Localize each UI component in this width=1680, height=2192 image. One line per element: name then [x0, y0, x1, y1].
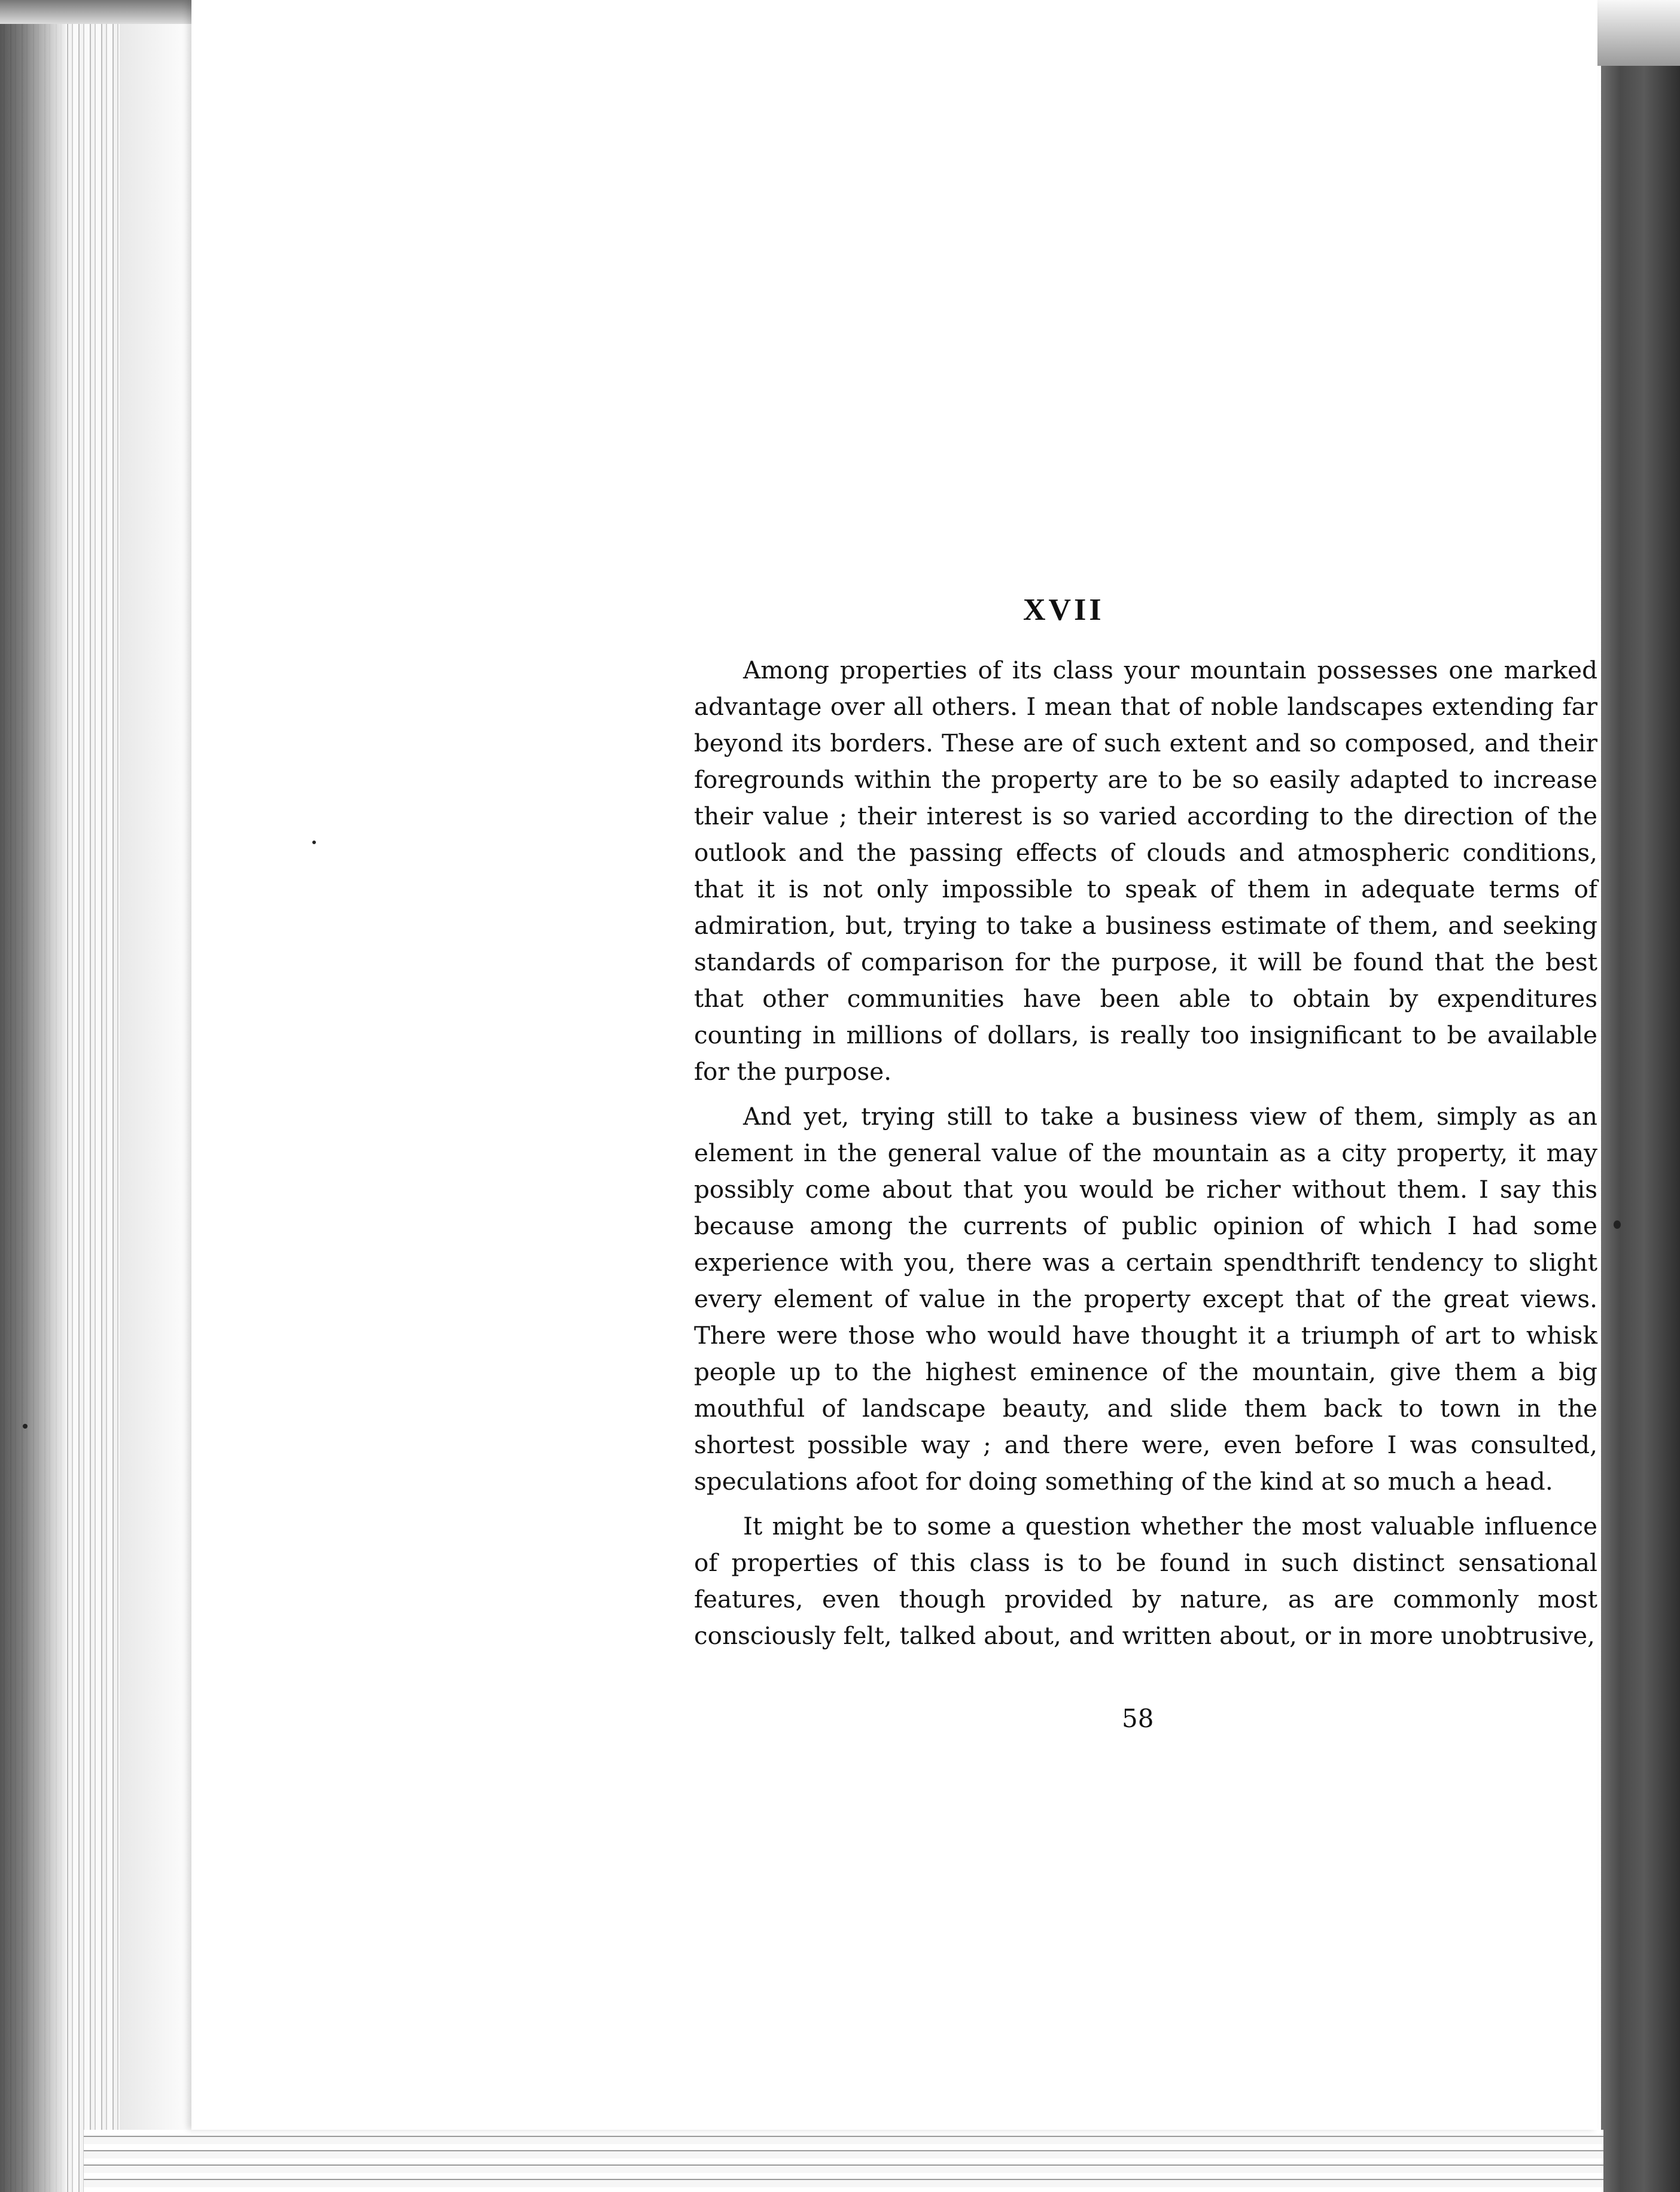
body-text [694, 652, 1597, 1663]
chapter-heading: XVII [1023, 593, 1104, 627]
scan-speck [1614, 1220, 1621, 1229]
scan-speck [312, 841, 316, 844]
paragraph-1: Among properties of its class your mountain possesses one marked advantage over all others. I mean that of noble landscapes extending far beyond its borders. These are of such extent and so composed, and their foregrounds within the property are to be so easily adapted to increase their value ; their interest is so varied according to the direction of the outlook and the passing effects of clouds and atmospheric conditions, that it is not only impossible to speak of them in adequate terms of admiration, but, trying to take a business estimate of them, and seeking standards of comparison for the purpose, it will be found that the best that other communities have been able to obtain by expenditures counting in millions of dollars, is really too insignificant to be available for the purpose. [694, 656, 1597, 1086]
book-page [191, 0, 1597, 2130]
scan-speck [23, 1424, 28, 1429]
page-number: 58 [1122, 1704, 1154, 1733]
book-bottom-edge [84, 2130, 1603, 2192]
scan-border-top-right [1596, 0, 1680, 66]
paragraph-2: And yet, trying still to take a business view of them, simply as an element in the general value of the mountain as a city property, it may possibly come about that you would be richer without them. I say this because among the currents of public opinion of which I had some experience with you, there was a certain spendthrift tendency to slight every element of value in the property except that of the great views. There were those who would have thought it a triumph of art to whisk people up to the highest eminence of the mountain, give them a big mouthful of landscape beauty, and slide them back to town in the shortest possible way ; and there were, even before I was consulted, speculations afoot for doing something of the kind at so much a head. [694, 1102, 1597, 1496]
paragraph-3: It might be to some a question whether the most valuable influence of properties of this class is to be found in such distinct sensational features, even though provided by nature, as are commonly most consciously felt, talked about, and written about, or in more unobtrusive, [694, 1512, 1597, 1650]
book-top-edge [0, 0, 203, 24]
book-fore-edge [0, 0, 197, 2192]
scan-border-right [1596, 66, 1680, 2192]
